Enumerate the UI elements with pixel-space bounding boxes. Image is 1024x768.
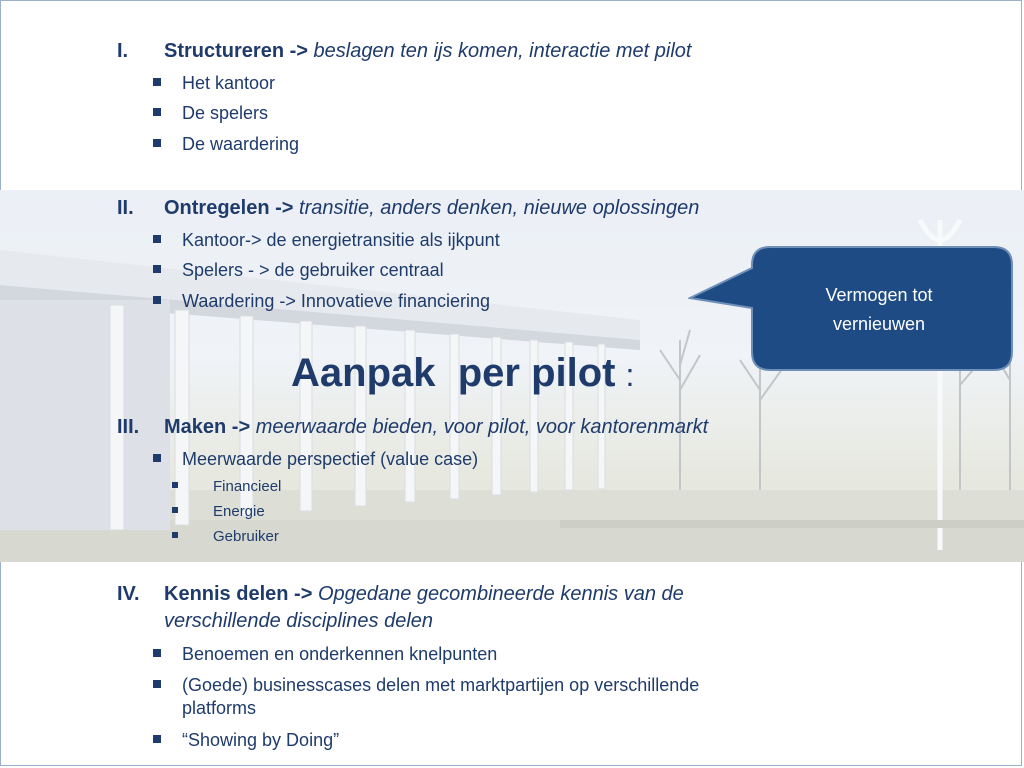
pilot-approach-heading [291,348,634,400]
bullet-square-icon [172,507,178,513]
bullet-square-icon [172,482,178,488]
bullet-text: Het kantoor [182,73,276,93]
section-4-bullet-1 [153,643,497,665]
bullet-square-icon [153,108,161,116]
section-3-desc: meerwaarde bieden, voor pilot, voor kantorenmarkt [255,416,709,438]
section-3-numeral: III. [117,416,140,438]
bullet-square-icon [153,454,161,462]
section-2-desc: transitie, anders denken, nieuwe oplossingen [299,197,700,219]
section-4-desc-continued: verschillende disciplines delen [164,610,434,632]
bullet-square-icon [153,78,161,86]
section-3-heading [117,415,708,439]
bullet-text: Spelers - > de gebruiker centraal [182,260,444,280]
bullet-square-icon [153,265,161,273]
bullet-square-icon [153,139,161,147]
section-2-bullet-3 [153,290,490,312]
bullet-text: De waardering [182,134,300,154]
section-3-lead: Maken -> [164,416,251,438]
bullet-square-icon [153,235,161,243]
callout-line-2: vernieuwen [832,314,926,334]
section-1-bullet-3 [153,133,299,155]
bullet-text: Waardering -> Innovatieve financiering [182,291,491,311]
section-2-numeral: II. [117,197,134,219]
bullet-square-icon [153,296,161,304]
section-1-lead: Structureren -> [164,40,308,62]
section-2-lead: Ontregelen -> [164,197,294,219]
bullet-text: (Goede) businesscases delen met marktpartijen op verschillende [182,675,700,695]
section-1-bullet-1 [153,72,275,94]
heading-text: Aanpak per pilot [291,351,616,395]
section-4-heading [117,582,684,606]
section-4-bullet-3 [153,729,339,751]
section-4-lead: Kennis delen -> [164,583,313,605]
section-1-desc: beslagen ten ijs komen, interactie met pilot [313,40,692,62]
section-4-bullet-2 [153,674,699,696]
subbullet-text: Gebruiker [213,528,279,545]
section-4-desc: Opgedane gecombineerde kennis van de [317,583,684,605]
section-4-bullet-2-continued: platforms [182,698,257,718]
bullet-square-icon [172,532,178,538]
section-1-bullet-2 [153,102,268,124]
callout-line-1: Vermogen tot [825,285,933,305]
section-3-subbullet-3 [172,527,279,547]
bullet-text: Benoemen en onderkennen knelpunten [182,644,498,664]
bullet-square-icon [153,649,161,657]
bullet-text: “Showing by Doing” [182,730,340,750]
section-2-bullet-2 [153,259,444,281]
heading-colon: : [625,357,635,393]
bullet-text: Meerwaarde perspectief (value case) [182,449,479,469]
bullet-square-icon [153,735,161,743]
section-2-bullet-1 [153,229,500,251]
section-4-numeral: IV. [117,583,140,605]
section-1-heading [117,39,691,63]
bullet-square-icon [153,680,161,688]
bullet-text: Kantoor-> de energietransitie als ijkpunt [182,230,500,250]
section-3-subbullet-2 [172,502,265,522]
section-3-bullet-1 [153,448,478,470]
subbullet-text: Energie [213,503,265,520]
subbullet-text: Financieel [213,478,282,495]
bullet-text: De spelers [182,103,269,123]
callout-text [755,281,1003,339]
section-1-numeral: I. [117,40,129,62]
section-2-heading [117,196,699,220]
section-3-subbullet-1 [172,477,281,497]
